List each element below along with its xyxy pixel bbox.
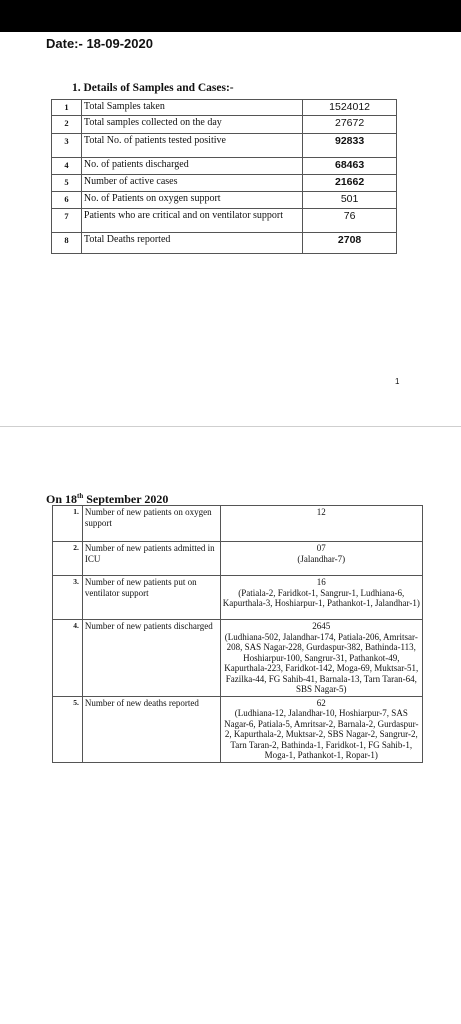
row-label: Patients who are critical and on ventilator support (81, 209, 302, 233)
samples-cases-table (51, 99, 397, 254)
day-title-ordinal: th (77, 492, 84, 500)
row-value: 2708 (303, 233, 397, 254)
row-value: 1524012 (303, 100, 397, 116)
row-number: 7 (52, 209, 82, 233)
table-row (52, 233, 397, 254)
table-row (53, 696, 423, 762)
value-district-breakdown: (Ludhiana-12, Jalandhar-10, Hoshiarpur-7, SAS Nagar-6, Patiala-5, Amritsar-2, Barnala-2, Gurdaspur-2, Kapurthala-2, Muktsar-2, SBS Nagar-2, Sangrur-2, Tarn Taran-2, Bathinda-1, Faridkot-1, FG Sahib-1, Moga-1, Pathankot-1, Ropar-1) (224, 708, 419, 760)
page-divider (0, 426, 461, 427)
row-number: 4. (53, 620, 83, 697)
row-number: 1 (52, 100, 82, 116)
row-label: No. of patients discharged (81, 158, 302, 175)
row-label: Total Samples taken (81, 100, 302, 116)
value-district-breakdown: (Patiala-2, Faridkot-1, Sangrur-1, Ludhiana-6, Kapurthala-3, Hoshiarpur-1, Pathankot-1, Jalandhar-1) (222, 587, 420, 608)
row-number: 4 (52, 158, 82, 175)
report-date: Date:- 18-09-2020 (46, 36, 153, 51)
row-value (220, 696, 422, 762)
table-row (53, 542, 423, 576)
daily-updates-table (52, 505, 423, 763)
row-value (220, 576, 422, 620)
row-number: 2 (52, 116, 82, 134)
table-row (52, 158, 397, 175)
row-value: 27672 (303, 116, 397, 134)
value-count: 07 (316, 543, 326, 553)
row-label: No. of Patients on oxygen support (81, 192, 302, 209)
row-label: Number of new patients discharged (82, 620, 220, 697)
table-row (53, 620, 423, 697)
value-count: 16 (316, 577, 326, 587)
value-district-breakdown: (Jalandhar-7) (297, 553, 346, 564)
value-count: 62 (316, 697, 326, 708)
row-value (220, 542, 422, 576)
row-number: 8 (52, 233, 82, 254)
row-label: Number of new deaths reported (82, 696, 220, 762)
day-title-prefix: On 18 (46, 492, 78, 506)
row-number: 3 (52, 134, 82, 158)
row-number: 3. (53, 576, 83, 620)
row-label: Total No. of patients tested positive (81, 134, 302, 158)
row-value: 92833 (303, 134, 397, 158)
table-row (52, 100, 397, 116)
row-value: 76 (303, 209, 397, 233)
table-row (53, 506, 423, 542)
value-district-breakdown: (Ludhiana-502, Jalandhar-174, Patiala-206, Amritsar-208, SAS Nagar-228, Gurdaspur-382, Bathinda-113, Hoshiarpur-100, Sangrur-31, Pathankot-49, Kapurthala-223, Faridkot-142, Moga-69, Muktsar-51, Fazilka-44, FG Sahib-41, Barnala-13, Tarn Taran-64, SBS Nagar-5) (224, 631, 419, 694)
row-label: Total samples collected on the day (81, 116, 302, 134)
row-value: 21662 (303, 175, 397, 192)
page-number: 1 (395, 377, 400, 386)
table-row (52, 116, 397, 134)
table-row (52, 192, 397, 209)
row-value (220, 620, 422, 697)
table-row (52, 134, 397, 158)
day-title-suffix: September 2020 (83, 492, 169, 506)
row-number: 1. (53, 506, 83, 542)
row-value: 501 (303, 192, 397, 209)
row-value (220, 506, 422, 542)
value-count: 2645 (312, 621, 331, 631)
row-label: Number of new patients put on ventilator support (82, 576, 220, 620)
table-row (52, 209, 397, 233)
table-row (52, 175, 397, 192)
row-number: 2. (53, 542, 83, 576)
row-label: Total Deaths reported (81, 233, 302, 254)
row-number: 5 (52, 175, 82, 192)
row-label: Number of new patients on oxygen support (82, 506, 220, 542)
row-label: Number of new patients admitted in ICU (82, 542, 220, 576)
row-value: 68463 (303, 158, 397, 175)
row-number: 6 (52, 192, 82, 209)
status-bar (0, 0, 461, 32)
table-row (53, 576, 423, 620)
value-count: 12 (316, 507, 326, 517)
section-title-samples-cases: 1. Details of Samples and Cases:- (72, 82, 234, 94)
row-number: 5. (53, 696, 83, 762)
row-label: Number of active cases (81, 175, 302, 192)
